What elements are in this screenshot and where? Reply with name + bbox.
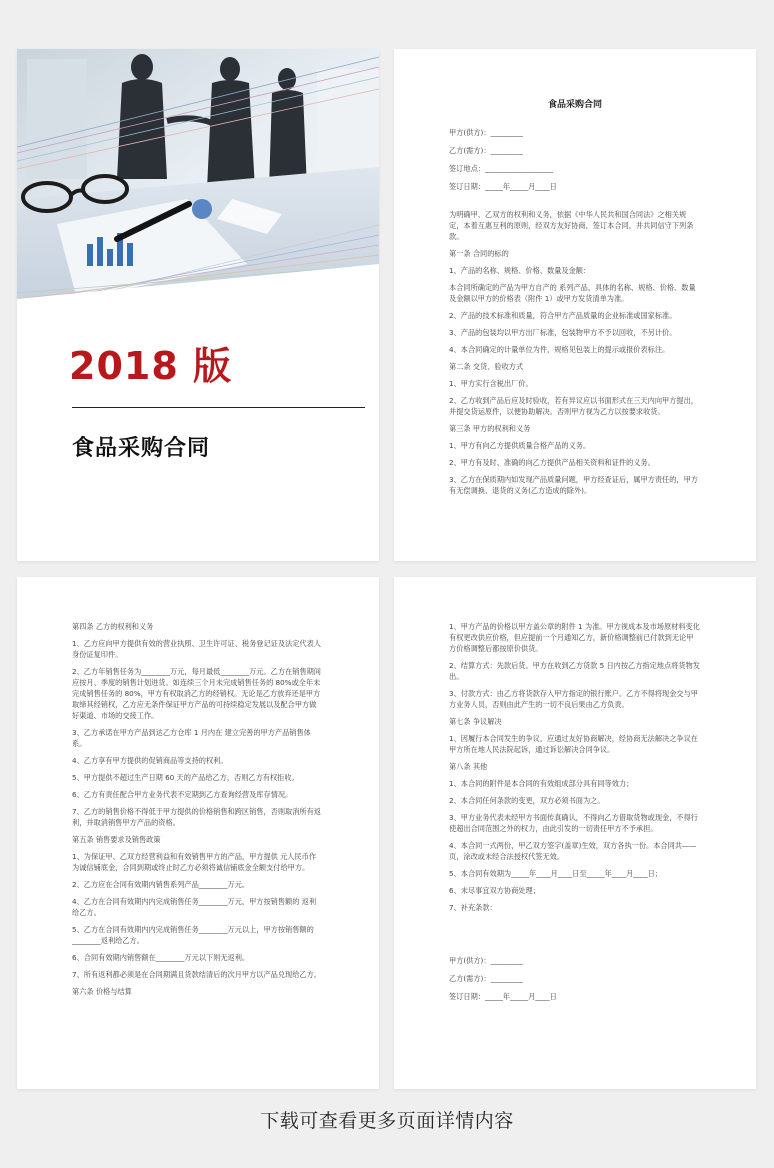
cover-year-label: 2018 版 [69,344,232,388]
text-line: 定，本着互惠互利的原则，经双方友好协商，签订本合同，并共同信守下列条 [449,221,694,230]
text-line: 1、乙方应向甲方提供有效的营业执照、卫生许可证、税务登记证及法定代表人 [72,639,321,648]
section-heading: 第六条 价格与结算 [72,987,132,996]
cover-page [17,49,379,561]
text-line: 款。 [449,232,464,241]
download-more-link[interactable]: 下载可查看更多页面详情内容 [260,1110,514,1132]
contract-body-3 [449,621,749,913]
text-line: 应按月、季度的销售计划进货。如连续三个月未完成销售任务的 80%或全年未 [72,678,321,687]
text-line: 5、本合同有效期为_____年____月____日至_____年____月____日； [449,869,663,878]
text-line: 并提交货运原件，以便协助解决。否则甲方视为乙方以按要求收货。 [449,407,665,416]
text-line: 利，并取消销售甲方产品的资格。 [72,818,180,827]
text-line: 有无偿调换、退货的义务(乙方造成的除外)。 [449,486,592,495]
text-line: 3、乙方在保质期内如发现产品质量问题，甲方经查证后，属甲方责任的，甲方 [449,475,698,484]
text-line: 2、本合同任何条款的变更，双方必须书面为之。 [449,796,605,805]
signing-place-line: 签订地点：___________________ [449,164,554,173]
section-heading: 第八条 其他 [449,762,488,771]
contract-header-block [449,127,739,192]
text-line: 使超出合同范围之外的权力，由此引发的一切责任甲方不予承担。 [449,824,658,833]
text-line: 及金额以甲方的价格表（附件 1）或甲方发货清单为准。 [449,294,629,303]
contract-page-1 [394,49,756,561]
text-line: 3、产品的包装均以甲方出厂标准，包装物甲方不予以回收，不另计价。 [449,328,677,337]
section-heading: 第一条 合同的标的 [449,249,509,258]
party-a-line: 甲方(供方)：_________ [449,128,523,137]
contract-page-3 [394,577,756,1089]
text-line: 有权更改供应价格，但应提前一个月通知乙方，新价格调整前已付款到无论甲 [449,633,694,642]
text-line: 完成销售任务的 80%，甲方有权取消乙方的经销权。无论是乙方放弃还是甲方 [72,689,321,698]
cover-divider [72,407,365,408]
text-line: 4、本合同确定的计量单位为件，规格见包装上的提示或报价表标注。 [449,345,670,354]
text-line: 6、合同有效期内销售额在________万元以下则无返利。 [72,953,250,962]
text-line: 6、未尽事宜双方协商处理； [449,886,540,895]
text-line: 好渠道、市场的交接工作。 [72,711,159,720]
text-line: 页，涂改或未经合法授权代签无效。 [449,852,565,861]
section-heading: 第七条 争议解决 [449,717,502,726]
text-line: 7、乙方的销售价格不得低于甲方提供的价格销售和跨区销售，否则取消所有返 [72,807,321,816]
cover-title: 食品采购合同 [72,436,211,461]
text-line: 6、乙方有责任配合甲方业务代表不定期到乙方查询经营及库存情况。 [72,790,293,799]
contract-body-1 [449,209,749,496]
text-line: 1、为保证甲、乙双方经营利益和有效销售甲方的产品，甲方提供 元人民币作 [72,852,317,861]
party-b-line: 乙方(需方)：_________ [449,146,523,155]
signing-date-line: 签订日期：_____年_____月____日 [449,182,557,191]
text-line: 7、所有返利都必须是在合同期满且货款结清后的次月甲方以产品兑现给乙方。 [72,970,321,979]
text-line: 本合同所确定的产品为甲方自产的 系列产品，具体的名称、规格、价格、数量 [449,283,696,292]
text-line: 给乙方。 [72,908,101,917]
text-line: 1、甲方有向乙方提供质量合格产品的义务。 [449,441,591,450]
text-line: 身份证复印件。 [72,650,123,659]
text-line: 取缔其经销权，乙方应无条件保证甲方产品的可持续稳定发展以及配合甲方做 [72,700,317,709]
text-line: 方业务人员，否则由此产生的一切不良后果由乙方负责。 [449,700,629,709]
text-line: 1、产品的名称、规格、价格、数量及金额： [449,266,591,275]
section-heading: 第二条 交货、验收方式 [449,362,524,371]
section-heading: 第四条 乙方的权利和义务 [72,622,154,631]
text-line: 1、甲方产品的价格以甲方盖公章的附件 1 为准。甲方视成本及市场原材料变化 [449,622,700,631]
section-heading: 第三条 甲方的权利和义务 [449,424,531,433]
section-heading: 第五条 销售要求及销售政策 [72,835,161,844]
party-a-sign-line: 甲方(供方)：_________ [449,956,523,965]
text-line: ________返利给乙方。 [72,936,144,945]
text-line: 4、乙方享有甲方提供的促销商品等支持的权利。 [72,756,228,765]
text-line: 2、结算方式：先款后货。甲方在收到乙方货款 5 日内按乙方指定地点将货物发 [449,661,700,670]
party-b-sign-line: 乙方(需方)：_________ [449,974,523,983]
text-line: 4、本合同一式两份，甲乙双方签字(盖章)生效，双方各执一份。本合同共—— [449,841,697,850]
text-line: 2、乙方收到产品后应及时验收，若有异议应以书面形式在三天内向甲方提出， [449,396,698,405]
contract-body-2 [72,621,372,997]
text-line: 为诚信铺底金，合同到期或终止时乙方必须将诚信铺底金全额支付给甲方。 [72,863,310,872]
text-line: 1、因履行本合同发生的争议，应通过友好协商解决，经协商无法解决之争议在 [449,734,698,743]
text-line: 方价格调整后都按原价供货。 [449,644,543,653]
text-line: 2、甲方有及时、准确的向乙方提供产品相关资料和证件的义务。 [449,458,655,467]
text-line: 为明确甲、乙双方的权利和义务，依据《中华人民共和国合同法》之相关规 [449,210,687,219]
cover-photo-business-meeting [17,49,379,299]
contract-page-2 [17,577,379,1089]
text-line: 2、乙方应在合同有效期内销售系列产品________万元。 [72,880,250,889]
text-line: 甲方所在地人民法院起诉，通过诉讼解决合同争议。 [449,745,615,754]
text-line: 2、乙方年销售任务为________万元，每月最低________万元。乙方在销售期间 [72,667,321,676]
text-line: 4、乙方在合同有效期内内完成销售任务________万元，甲方按销售额的 返利 [72,897,317,906]
sign-date-line: 签订日期：_____年_____月____日 [449,992,557,1001]
text-line: 3、付款方式：由乙方将货款存入甲方指定的银行账户。乙方不得将现金交与甲 [449,689,698,698]
signature-block [449,955,739,1002]
text-line: 5、甲方提供不超过生产日期 60 天的产品给乙方，否则乙方有权拒收。 [72,773,299,782]
text-line: 1、本合同的附件是本合同的有效组成部分具有同等效力； [449,779,634,788]
text-line: 5、乙方在合同有效期内内完成销售任务________万元以上，甲方按销售额的 [72,925,314,934]
text-line: 2、产品的技术标准和质量，符合甲方产品质量的企业标准或国家标准。 [449,311,677,320]
text-line: 3、甲方业务代表未经甲方书面传真确认，不得向乙方借取货物或现金，不得行 [449,813,698,822]
text-line: 1、甲方实行含税出厂价。 [449,379,533,388]
text-line: 系。 [72,739,87,748]
text-line: 3、乙方承诺在甲方产品到达乙方仓库 1 月内在 建立完善的甲方产品销售体 [72,728,311,737]
text-line: 出。 [449,672,464,681]
contract-title: 食品采购合同 [547,100,602,110]
text-line: 7、补充条款： [449,903,497,912]
